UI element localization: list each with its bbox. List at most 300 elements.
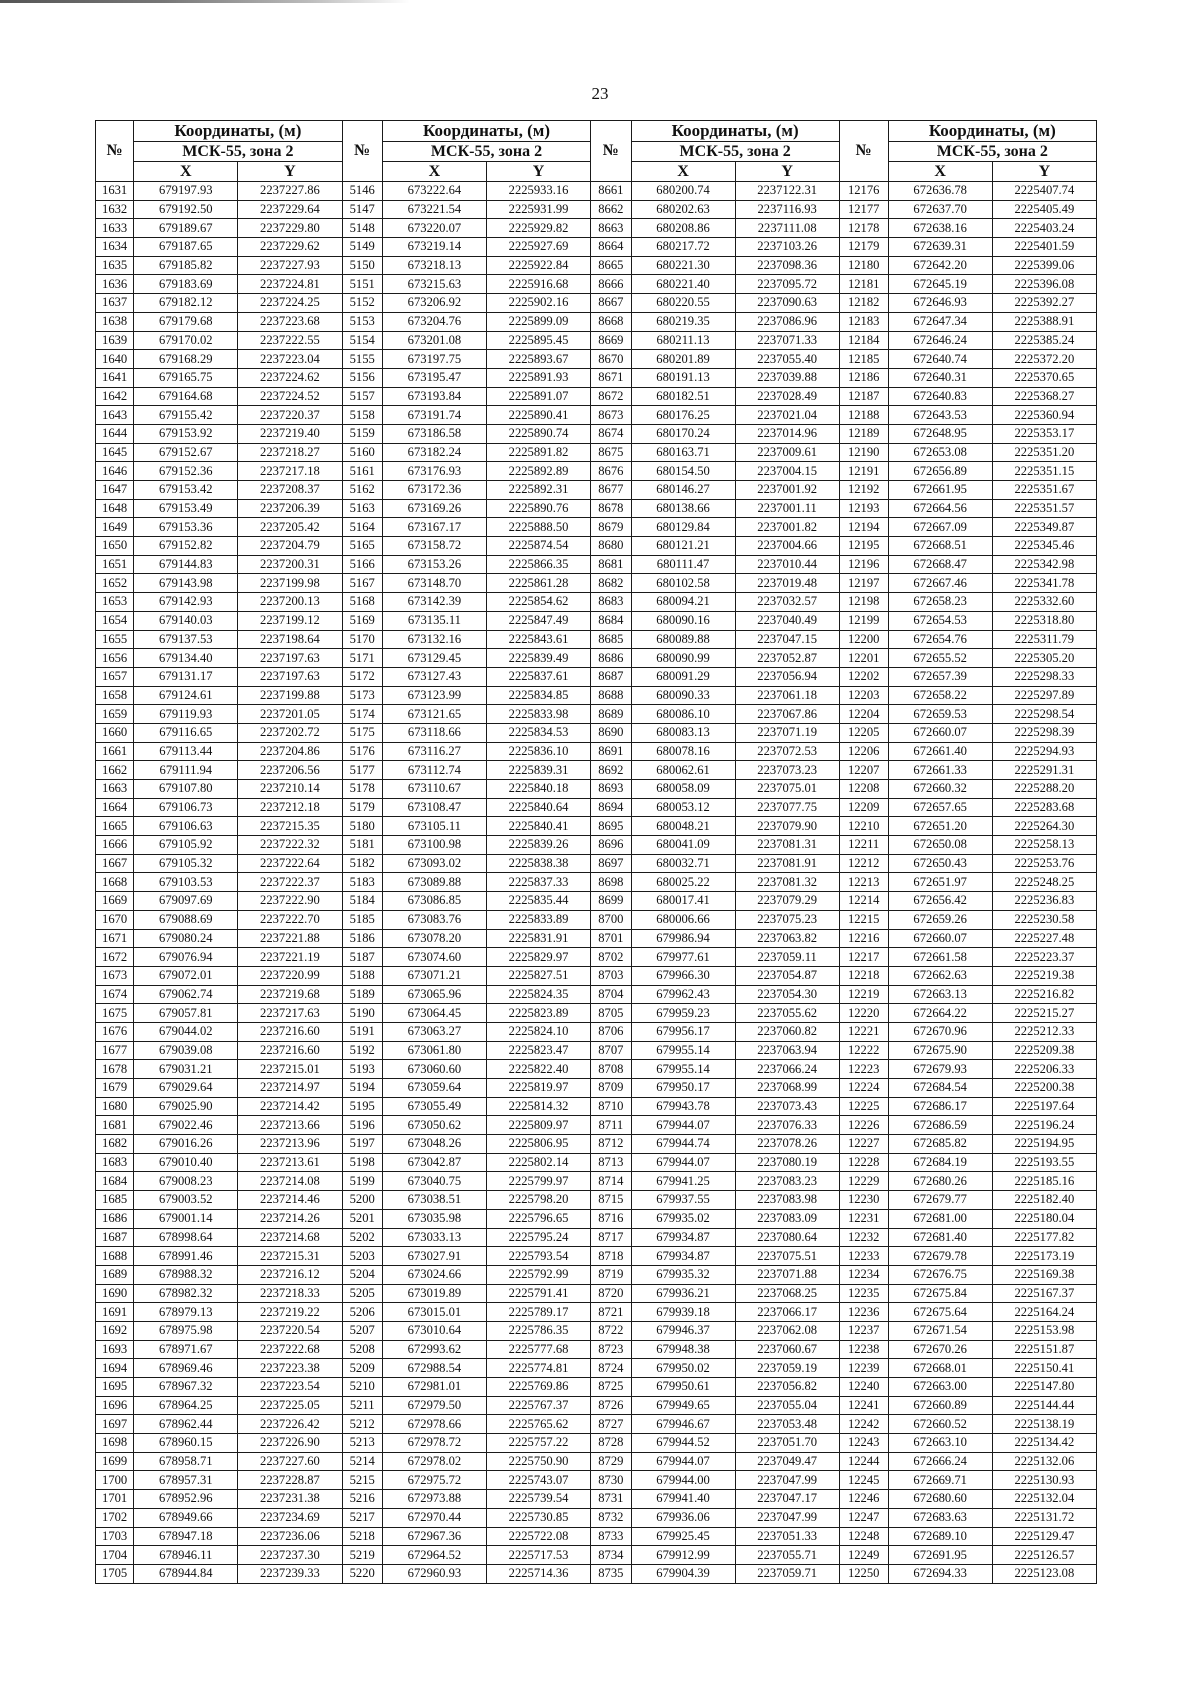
y-value-cell: 2225298.33: [992, 667, 1096, 686]
point-number-cell: 1632: [96, 200, 134, 219]
point-number-cell: 1681: [96, 1116, 134, 1135]
x-value-cell: 680219.35: [631, 312, 735, 331]
x-value-cell: 672637.70: [888, 200, 992, 219]
y-value-cell: 2225164.24: [992, 1303, 1096, 1322]
x-value-cell: 673204.76: [382, 312, 486, 331]
point-number-cell: 12218: [839, 966, 888, 985]
x-value-cell: 678964.25: [134, 1396, 238, 1415]
point-number-cell: 8689: [591, 705, 631, 724]
x-value-cell: 673015.01: [382, 1303, 486, 1322]
table-row: [96, 593, 1097, 612]
point-number-cell: 5220: [342, 1564, 382, 1583]
table-row: [96, 742, 1097, 761]
x-value-cell: 679182.12: [134, 294, 238, 313]
y-value-cell: 2225248.25: [992, 873, 1096, 892]
x-value-cell: 672679.93: [888, 1060, 992, 1079]
x-value-cell: 672662.63: [888, 966, 992, 985]
y-value-cell: 2225332.60: [992, 593, 1096, 612]
point-number-cell: 1680: [96, 1097, 134, 1116]
point-number-cell: 8685: [591, 630, 631, 649]
point-number-cell: 5146: [342, 182, 382, 201]
x-value-cell: 672646.93: [888, 294, 992, 313]
x-value-cell: 679119.93: [134, 705, 238, 724]
x-value-cell: 673033.13: [382, 1228, 486, 1247]
x-value-cell: 680083.13: [631, 723, 735, 742]
y-value-cell: 2237047.99: [735, 1508, 839, 1527]
point-number-cell: 5159: [342, 424, 382, 443]
point-number-cell: 5151: [342, 275, 382, 294]
y-value-cell: 2225823.89: [487, 1004, 591, 1023]
y-value-cell: 2237231.38: [238, 1490, 342, 1509]
point-number-cell: 5183: [342, 873, 382, 892]
x-value-cell: 672660.89: [888, 1396, 992, 1415]
y-value-cell: 2237221.88: [238, 929, 342, 948]
y-value-cell: 2225311.79: [992, 630, 1096, 649]
x-value-cell: 673142.39: [382, 593, 486, 612]
y-value-cell: 2237068.25: [735, 1284, 839, 1303]
table-row: [96, 387, 1097, 406]
y-value-cell: 2225890.74: [487, 424, 591, 443]
x-value-cell: 673065.96: [382, 985, 486, 1004]
x-value-cell: 673135.11: [382, 611, 486, 630]
y-value-cell: 2225838.38: [487, 854, 591, 873]
x-value-cell: 672664.56: [888, 499, 992, 518]
y-value-cell: 2225840.41: [487, 817, 591, 836]
table-row: [96, 1135, 1097, 1154]
x-value-cell: 679153.42: [134, 481, 238, 500]
point-number-cell: 1690: [96, 1284, 134, 1303]
y-value-cell: 2237222.55: [238, 331, 342, 350]
x-value-cell: 673127.43: [382, 667, 486, 686]
y-value-cell: 2225874.54: [487, 537, 591, 556]
y-value-cell: 2237206.39: [238, 499, 342, 518]
point-number-cell: 12247: [839, 1508, 888, 1527]
x-value-cell: 673186.58: [382, 424, 486, 443]
x-value-cell: 672660.07: [888, 723, 992, 742]
point-number-cell: 12203: [839, 686, 888, 705]
y-value-cell: 2237051.70: [735, 1434, 839, 1453]
x-value-cell: 679131.17: [134, 667, 238, 686]
y-value-cell: 2225839.26: [487, 836, 591, 855]
y-value-cell: 2225824.10: [487, 1022, 591, 1041]
y-value-cell: 2225916.68: [487, 275, 591, 294]
y-value-cell: 2225819.97: [487, 1079, 591, 1098]
x-value-cell: 672683.63: [888, 1508, 992, 1527]
table-row: [96, 1396, 1097, 1415]
x-value-cell: 672659.53: [888, 705, 992, 724]
y-value-cell: 2225890.76: [487, 499, 591, 518]
y-value-cell: 2225888.50: [487, 518, 591, 537]
point-number-cell: 1686: [96, 1209, 134, 1228]
x-value-cell: 672661.33: [888, 761, 992, 780]
point-number-cell: 12206: [839, 742, 888, 761]
y-value-cell: 2237051.33: [735, 1527, 839, 1546]
y-value-cell: 2237059.71: [735, 1564, 839, 1583]
point-number-cell: 12245: [839, 1471, 888, 1490]
y-value-cell: 2225750.90: [487, 1452, 591, 1471]
x-value-cell: 673218.13: [382, 256, 486, 275]
x-value-cell: 672667.46: [888, 574, 992, 593]
point-number-cell: 1641: [96, 368, 134, 387]
x-value-cell: 673197.75: [382, 350, 486, 369]
x-value-cell: 680078.16: [631, 742, 735, 761]
point-number-cell: 1673: [96, 966, 134, 985]
point-number-cell: 1636: [96, 275, 134, 294]
point-number-cell: 5147: [342, 200, 382, 219]
x-value-cell: 672981.01: [382, 1378, 486, 1397]
x-value-cell: 673153.26: [382, 555, 486, 574]
coords-header-system: МСК-55, зона 2: [134, 142, 342, 162]
x-value-cell: 672670.26: [888, 1340, 992, 1359]
y-value-cell: 2225922.84: [487, 256, 591, 275]
point-number-cell: 8735: [591, 1564, 631, 1583]
y-value-cell: 2225743.07: [487, 1471, 591, 1490]
point-number-cell: 8722: [591, 1321, 631, 1340]
point-number-cell: 12249: [839, 1546, 888, 1565]
table-row: [96, 836, 1097, 855]
y-value-cell: 2225839.31: [487, 761, 591, 780]
x-value-cell: 672679.77: [888, 1191, 992, 1210]
point-number-cell: 8696: [591, 836, 631, 855]
x-value-cell: 679959.23: [631, 1004, 735, 1023]
table-row: [96, 462, 1097, 481]
x-value-cell: 679152.36: [134, 462, 238, 481]
y-value-cell: 2225823.47: [487, 1041, 591, 1060]
point-number-cell: 1675: [96, 1004, 134, 1023]
x-value-cell: 679010.40: [134, 1153, 238, 1172]
y-value-cell: 2225403.24: [992, 219, 1096, 238]
point-number-cell: 12235: [839, 1284, 888, 1303]
x-value-cell: 673024.66: [382, 1265, 486, 1284]
y-value-cell: 2237081.31: [735, 836, 839, 855]
y-value-cell: 2237055.40: [735, 350, 839, 369]
y-value-cell: 2225802.14: [487, 1153, 591, 1172]
x-value-cell: 679025.90: [134, 1097, 238, 1116]
y-value-cell: 2237063.82: [735, 929, 839, 948]
point-number-cell: 1638: [96, 312, 134, 331]
x-value-cell: 679107.80: [134, 780, 238, 799]
point-number-cell: 8700: [591, 910, 631, 929]
x-value-cell: 672681.40: [888, 1228, 992, 1247]
coords-header-title: Координаты, (м): [631, 121, 839, 142]
point-number-cell: 1691: [96, 1303, 134, 1322]
x-value-cell: 679144.83: [134, 555, 238, 574]
point-number-cell: 5171: [342, 649, 382, 668]
point-number-cell: 1670: [96, 910, 134, 929]
point-number-cell: 1687: [96, 1228, 134, 1247]
table-row: [96, 817, 1097, 836]
y-header: Y: [735, 162, 839, 182]
table-row: [96, 1153, 1097, 1172]
table-row: [96, 200, 1097, 219]
x-value-cell: 680191.13: [631, 368, 735, 387]
point-number-cell: 12213: [839, 873, 888, 892]
x-value-cell: 680094.21: [631, 593, 735, 612]
point-number-cell: 8714: [591, 1172, 631, 1191]
x-value-cell: 680121.21: [631, 537, 735, 556]
x-value-cell: 673042.87: [382, 1153, 486, 1172]
y-value-cell: 2237077.75: [735, 798, 839, 817]
x-value-cell: 680138.66: [631, 499, 735, 518]
table-row: [96, 761, 1097, 780]
x-value-cell: 679008.23: [134, 1172, 238, 1191]
y-value-cell: 2225767.37: [487, 1396, 591, 1415]
y-value-cell: 2237222.90: [238, 892, 342, 911]
point-number-cell: 1668: [96, 873, 134, 892]
table-row: [96, 406, 1097, 425]
point-number-cell: 5199: [342, 1172, 382, 1191]
point-number-cell: 12219: [839, 985, 888, 1004]
y-value-cell: 2237236.06: [238, 1527, 342, 1546]
point-number-cell: 8716: [591, 1209, 631, 1228]
x-value-cell: 672661.40: [888, 742, 992, 761]
table-header: [96, 121, 1097, 182]
y-value-cell: 2225264.30: [992, 817, 1096, 836]
y-value-cell: 2237047.99: [735, 1471, 839, 1490]
y-value-cell: 2237212.18: [238, 798, 342, 817]
point-number-cell: 5180: [342, 817, 382, 836]
point-number-cell: 5198: [342, 1153, 382, 1172]
x-value-cell: 679977.61: [631, 948, 735, 967]
y-value-cell: 2225806.95: [487, 1135, 591, 1154]
y-value-cell: 2225774.81: [487, 1359, 591, 1378]
x-value-cell: 673132.16: [382, 630, 486, 649]
x-value-cell: 680090.33: [631, 686, 735, 705]
y-value-cell: 2237219.22: [238, 1303, 342, 1322]
y-value-cell: 2237237.30: [238, 1546, 342, 1565]
point-number-cell: 12238: [839, 1340, 888, 1359]
point-number-cell: 5163: [342, 499, 382, 518]
y-value-cell: 2237227.60: [238, 1452, 342, 1471]
x-value-cell: 679113.44: [134, 742, 238, 761]
point-number-cell: 1664: [96, 798, 134, 817]
y-value-cell: 2225840.64: [487, 798, 591, 817]
x-value-cell: 679936.06: [631, 1508, 735, 1527]
point-number-cell: 8720: [591, 1284, 631, 1303]
point-number-cell: 5200: [342, 1191, 382, 1210]
y-value-cell: 2225929.82: [487, 219, 591, 238]
x-value-cell: 679140.03: [134, 611, 238, 630]
x-value-cell: 672675.90: [888, 1041, 992, 1060]
x-value-cell: 679944.74: [631, 1135, 735, 1154]
point-number-cell: 8727: [591, 1415, 631, 1434]
point-number-cell: 8681: [591, 555, 631, 574]
x-value-cell: 680208.86: [631, 219, 735, 238]
y-value-cell: 2225196.24: [992, 1116, 1096, 1135]
x-value-cell: 673112.74: [382, 761, 486, 780]
x-value-cell: 679925.45: [631, 1527, 735, 1546]
point-number-cell: 1692: [96, 1321, 134, 1340]
y-value-cell: 2225847.49: [487, 611, 591, 630]
y-value-cell: 2225822.40: [487, 1060, 591, 1079]
x-value-cell: 679111.94: [134, 761, 238, 780]
y-value-cell: 2237199.98: [238, 574, 342, 593]
point-number-cell: 8701: [591, 929, 631, 948]
y-value-cell: 2225131.72: [992, 1508, 1096, 1527]
x-value-cell: 679955.14: [631, 1041, 735, 1060]
x-value-cell: 679105.92: [134, 836, 238, 855]
point-number-cell: 8664: [591, 238, 631, 257]
point-number-cell: 5191: [342, 1022, 382, 1041]
point-number-cell: 1633: [96, 219, 134, 238]
y-value-cell: 2225318.80: [992, 611, 1096, 630]
x-value-cell: 672668.01: [888, 1359, 992, 1378]
point-number-cell: 12239: [839, 1359, 888, 1378]
table-row: [96, 481, 1097, 500]
x-value-cell: 680048.21: [631, 817, 735, 836]
x-value-cell: 679912.99: [631, 1546, 735, 1565]
point-number-cell: 5190: [342, 1004, 382, 1023]
x-value-cell: 672978.66: [382, 1415, 486, 1434]
y-value-cell: 2237199.12: [238, 611, 342, 630]
y-value-cell: 2237199.88: [238, 686, 342, 705]
point-number-cell: 5179: [342, 798, 382, 817]
y-value-cell: 2225824.35: [487, 985, 591, 1004]
x-value-cell: 673064.45: [382, 1004, 486, 1023]
x-value-cell: 673086.85: [382, 892, 486, 911]
x-value-cell: 679080.24: [134, 929, 238, 948]
x-value-cell: 673078.20: [382, 929, 486, 948]
table-row: [96, 892, 1097, 911]
x-value-cell: 672675.64: [888, 1303, 992, 1322]
point-number-cell: 5206: [342, 1303, 382, 1322]
x-value-cell: 673215.63: [382, 275, 486, 294]
y-value-cell: 2237056.82: [735, 1378, 839, 1397]
x-value-cell: 679944.07: [631, 1452, 735, 1471]
y-value-cell: 2225173.19: [992, 1247, 1096, 1266]
x-value-cell: 679155.42: [134, 406, 238, 425]
x-value-cell: 672988.54: [382, 1359, 486, 1378]
y-value-cell: 2225834.53: [487, 723, 591, 742]
table-row: [96, 518, 1097, 537]
point-number-cell: 5170: [342, 630, 382, 649]
point-number-cell: 12242: [839, 1415, 888, 1434]
y-value-cell: 2237200.31: [238, 555, 342, 574]
y-value-cell: 2237055.04: [735, 1396, 839, 1415]
x-value-cell: 678949.66: [134, 1508, 238, 1527]
y-value-cell: 2237214.46: [238, 1191, 342, 1210]
point-number-cell: 8680: [591, 537, 631, 556]
x-value-cell: 680062.61: [631, 761, 735, 780]
point-number-cell: 1674: [96, 985, 134, 1004]
point-number-cell: 5167: [342, 574, 382, 593]
point-number-cell: 5175: [342, 723, 382, 742]
table-row: [96, 1060, 1097, 1079]
point-number-cell: 5186: [342, 929, 382, 948]
y-value-cell: 2225893.67: [487, 350, 591, 369]
x-value-cell: 672668.47: [888, 555, 992, 574]
x-value-cell: 673201.08: [382, 331, 486, 350]
table-row: [96, 1079, 1097, 1098]
table-row: [96, 1209, 1097, 1228]
point-number-cell: 5196: [342, 1116, 382, 1135]
x-value-cell: 673059.64: [382, 1079, 486, 1098]
table-row: [96, 1004, 1097, 1023]
x-value-cell: 679142.93: [134, 593, 238, 612]
x-value-cell: 680086.10: [631, 705, 735, 724]
point-number-cell: 5209: [342, 1359, 382, 1378]
point-number-cell: 1655: [96, 630, 134, 649]
point-number-cell: 1693: [96, 1340, 134, 1359]
point-number-cell: 12230: [839, 1191, 888, 1210]
point-number-cell: 5215: [342, 1471, 382, 1490]
y-value-cell: 2237213.61: [238, 1153, 342, 1172]
y-value-cell: 2225899.09: [487, 312, 591, 331]
y-value-cell: 2225796.65: [487, 1209, 591, 1228]
table-row: [96, 1191, 1097, 1210]
x-value-cell: 672666.24: [888, 1452, 992, 1471]
y-value-cell: 2237063.94: [735, 1041, 839, 1060]
point-number-cell: 12178: [839, 219, 888, 238]
point-number-cell: 1700: [96, 1471, 134, 1490]
x-value-cell: 679936.21: [631, 1284, 735, 1303]
x-value-cell: 679168.29: [134, 350, 238, 369]
point-number-cell: 8675: [591, 443, 631, 462]
y-value-cell: 2237222.32: [238, 836, 342, 855]
x-value-cell: 673074.60: [382, 948, 486, 967]
y-value-cell: 2225765.62: [487, 1415, 591, 1434]
coords-header-system: МСК-55, зона 2: [382, 142, 590, 162]
point-number-cell: 12194: [839, 518, 888, 537]
x-value-cell: 672978.72: [382, 1434, 486, 1453]
point-number-cell: 8725: [591, 1378, 631, 1397]
point-number-cell: 1634: [96, 238, 134, 257]
table-row: [96, 424, 1097, 443]
x-value-cell: 679944.07: [631, 1116, 735, 1135]
x-value-cell: 680201.89: [631, 350, 735, 369]
y-value-cell: 2225388.91: [992, 312, 1096, 331]
y-value-cell: 2225836.10: [487, 742, 591, 761]
x-value-cell: 673100.98: [382, 836, 486, 855]
y-value-cell: 2237001.82: [735, 518, 839, 537]
point-number-cell: 8724: [591, 1359, 631, 1378]
x-value-cell: 673191.74: [382, 406, 486, 425]
point-number-cell: 12241: [839, 1396, 888, 1415]
point-number-cell: 8672: [591, 387, 631, 406]
point-number-cell: 5201: [342, 1209, 382, 1228]
point-number-cell: 1637: [96, 294, 134, 313]
point-number-cell: 1677: [96, 1041, 134, 1060]
y-value-cell: 2237213.66: [238, 1116, 342, 1135]
x-value-cell: 673035.98: [382, 1209, 486, 1228]
point-number-cell: 1694: [96, 1359, 134, 1378]
x-header: X: [888, 162, 992, 182]
y-value-cell: 2237216.12: [238, 1265, 342, 1284]
y-value-cell: 2237204.79: [238, 537, 342, 556]
x-value-cell: 680102.58: [631, 574, 735, 593]
point-number-cell: 1658: [96, 686, 134, 705]
y-value-cell: 2225892.89: [487, 462, 591, 481]
y-value-cell: 2225385.24: [992, 331, 1096, 350]
x-value-cell: 680090.16: [631, 611, 735, 630]
point-number-cell: 12182: [839, 294, 888, 313]
table-row: [96, 1247, 1097, 1266]
x-value-cell: 679966.30: [631, 966, 735, 985]
x-value-cell: 673083.76: [382, 910, 486, 929]
x-value-cell: 678967.32: [134, 1378, 238, 1397]
y-value-cell: 2225730.85: [487, 1508, 591, 1527]
y-value-cell: 2225777.68: [487, 1340, 591, 1359]
y-value-cell: 2225837.61: [487, 667, 591, 686]
y-value-cell: 2237009.61: [735, 443, 839, 462]
point-number-cell: 8684: [591, 611, 631, 630]
y-header: Y: [992, 162, 1096, 182]
y-value-cell: 2237067.86: [735, 705, 839, 724]
point-number-cell: 8704: [591, 985, 631, 1004]
y-value-cell: 2237047.15: [735, 630, 839, 649]
point-number-cell: 8703: [591, 966, 631, 985]
point-number-cell: 12220: [839, 1004, 888, 1023]
